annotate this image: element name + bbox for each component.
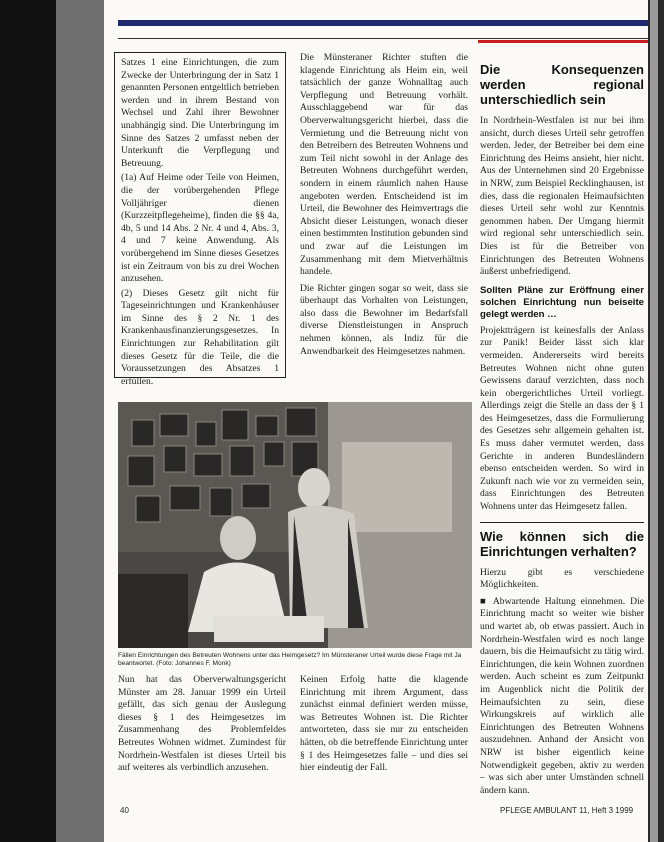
- header-rule-blue: [118, 20, 648, 26]
- sidebar-divider: [480, 522, 644, 523]
- sidebar-column: [480, 62, 644, 801]
- article-paragraph: Die Münsteraner Richter stuften die klagende Einrichtung als Heim ein, weil tatsächlich der ganze Wohnalltag auch Verpflegung und Betreuung vorhält. Ausschlaggebend war für das Oberverwaltungsgericht hierbei, dass die Vermietung und die Betreuung nicht von den Betreibern des Betreuten Wohnens und zum Teil nicht sowohl in der Anlage des Betreuten Wohnens durchgeführt werden, sondern in einem räumlich nahen Hause angeboten werden. Entscheidend ist im Urteil, die Bewohner des Heimvertrags die Absicht dieser Leistungen, wonach dieser einen bestimmten Institution gebunden sind und zwar auf die Leistungen im Zusammenhang mit dem Mietverhältnis handele.: [300, 52, 468, 278]
- article-photo: [118, 402, 472, 648]
- scan-edge-left: [0, 0, 56, 842]
- law-paragraph: (1a) Auf Heime oder Teile von Heimen, die der vorübergehenden Pflege Volljähriger dienen (Kurzzeitpflegeheime), finden die §§ 4a, 4b, 5 und 14 Abs. 2 Nr. 4 und 4, Abs. 3, 4 und 7 keine Anwendung. Als vorübergehend im Sinne dieses Gesetzes ist ein Zeitraum von bis zu drei Wochen anzusehen.: [121, 172, 279, 285]
- sidebar-paragraph: In Nordrhein-Westfalen ist nur bei ihm ansicht, durch dieses Urteil sehr getroffen werden. Jeder, der Betreiber bei dem eine Einrichtung des Heims ansieht, hier nicht. Aus der Unternehmen sind 20 Ergebnisse in NRW, zum Beispiel Recklinghausen, ist dies, dass die regionalen Heimaufsichten dieses Urteil sehr wohl zur Kenntnis genommen haben. Der Umgang hiermit wird regional sehr unterschiedlich sein. Dies ist für die Betreiber von Einrichtungen des Betreuten Wohnens äußerst unbefriedigend.: [480, 115, 644, 278]
- scan-strip-right: [650, 0, 658, 842]
- photo-caption: Fällen Einrichtungen des Betreuten Wohnens unter das Heimgesetz? Im Münsteraner Urteil wurde diese Frage mit Ja beantwortet. (Foto: Johannes F. Monk): [118, 652, 462, 668]
- sidebar-heading: Die Konsequenzen werden regional unterschiedlich sein: [480, 62, 644, 107]
- law-paragraph: (2) Dieses Gesetz gilt nicht für Tageseinrichtungen und Krankenhäuser im Sinne des § 2 Nr. 1 des Krankenhausfinanzierungsgesetzes. In Einrichtungen zur Rehabilitation gilt dieses Gesetz für die Teile, die die Voraussetzungen des Absatzes 1 erfüllen.: [121, 287, 279, 387]
- article-column-bottom-left: [118, 674, 286, 779]
- sidebar-paragraph: Hierzu gibt es verschiedene Möglichkeiten.: [480, 566, 644, 591]
- journal-footer: PFLEGE AMBULANT 11, Heft 3 1999: [500, 806, 634, 815]
- article-paragraph: Die Richter gingen sogar so weit, dass sie überhaupt das Vorhalten von Leistungen, also dass die Bewohner im Bedarfsfall diverse Dienstleistungen in Anspruch nehmen können, als Indiz für die Anwendbarkeit des Heimgesetzes nahmen.: [300, 282, 468, 357]
- scan-shadow-left: [56, 0, 104, 842]
- article-paragraph: Keinen Erfolg hatte die klagende Einrichtung mit ihrem Argument, dass zunächst einmal definiert werden müsse, was Betreutes Wohnen ist. Die Richter antworteten, dass sie nur zu entscheiden hätten, ob die betreffende Einrichtung unter § 1 des Heimgesetzes falle – und dies sei hier eindeutig der Fall.: [300, 674, 468, 774]
- article-column-middle: [300, 52, 468, 362]
- photo-illustration: [118, 402, 472, 648]
- law-paragraph: Satzes 1 eine Einrichtungen, die zum Zwecke der Unterbringung der in Satz 1 genannten Personen entgeltlich betrieben werden und in ihrem Bestand von Wechsel und Zahl ihrer Bewohner unabhängig sind. Die Unterbringung im Sinne des Satzes 2 umfasst neben der Unterkunft die Verpflegung und Betreuung.: [121, 57, 279, 169]
- article-column-bottom-middle: [300, 674, 468, 779]
- law-excerpt-box: [114, 52, 286, 387]
- sidebar-paragraph: Projektträgern ist keinesfalls der Anlass zur Panik! Beider lässt sich klar vermeiden. Andererseits wird bereits Betreutes Wohnen nicht ohne guten Gewissens darauf verzichten, dass noch kein obergerichtliches Urteil vorliegt. Allerdings zeigt die Stelle an dass der § 1 des Heimgesetzes, dass die Formulierung des Gesetzes sehr allgemein gehalten ist. Es muss daher vermutet werden, dass Gerichte in anderen Bundesländern ebenso entscheiden werden. So wird in Zukunft nach wie vor zu vermeiden sein, dass Einrichtungen des Betreuten Wohnens unter das Heimgesetz fallen.: [480, 324, 644, 513]
- article-paragraph: Nun hat das Oberverwaltungsgericht Münster am 28. Januar 1999 ein Urteil gefällt, das sich genau der Auslegung dieses § 1 des Heimgesetzes im Zusammenhang des Problemfeldes Betreutes Wohnen widmet. Zumindest für Nordrhein-Westfalen ist dieses Urteil bis auf weiteres als verbindlich anzusehen.: [118, 674, 286, 774]
- page-number: 40: [120, 806, 129, 815]
- header-rule: [118, 38, 648, 39]
- sidebar-paragraph: ■ Abwartende Haltung einnehmen. Die Einrichtung macht so weiter wie bisher und wartet ab, ob etwas passiert. Auch in Nordrhein-Westfalen wird es noch lange dauern, bis die Heimaufsicht zu tätig wird. Einrichtungen, die kein Wohnen zuordnen werden. Auch scheint es zum Zeitpunkt im Augenblick nicht die Politik der Heimaufsichten zu sein, diese Wirkungskreis auf wirklich alle Einrichtungen des Betreuten Wohnens auszudehnen. Anhand der Ansicht von NRW ist bisher eigentlich keine Notwendigkeit gegeben, aktiv zu werden – was sich aber unter Umständen schnell ändern kann.: [480, 595, 644, 796]
- sidebar-subheading: Sollten Pläne zur Eröffnung einer solchen Einrichtung nun beiseite gelegt werden …: [480, 284, 644, 320]
- sidebar-rule-red: [478, 40, 648, 43]
- sidebar-heading: Wie können sich die Einrichtungen verhalten?: [480, 528, 644, 559]
